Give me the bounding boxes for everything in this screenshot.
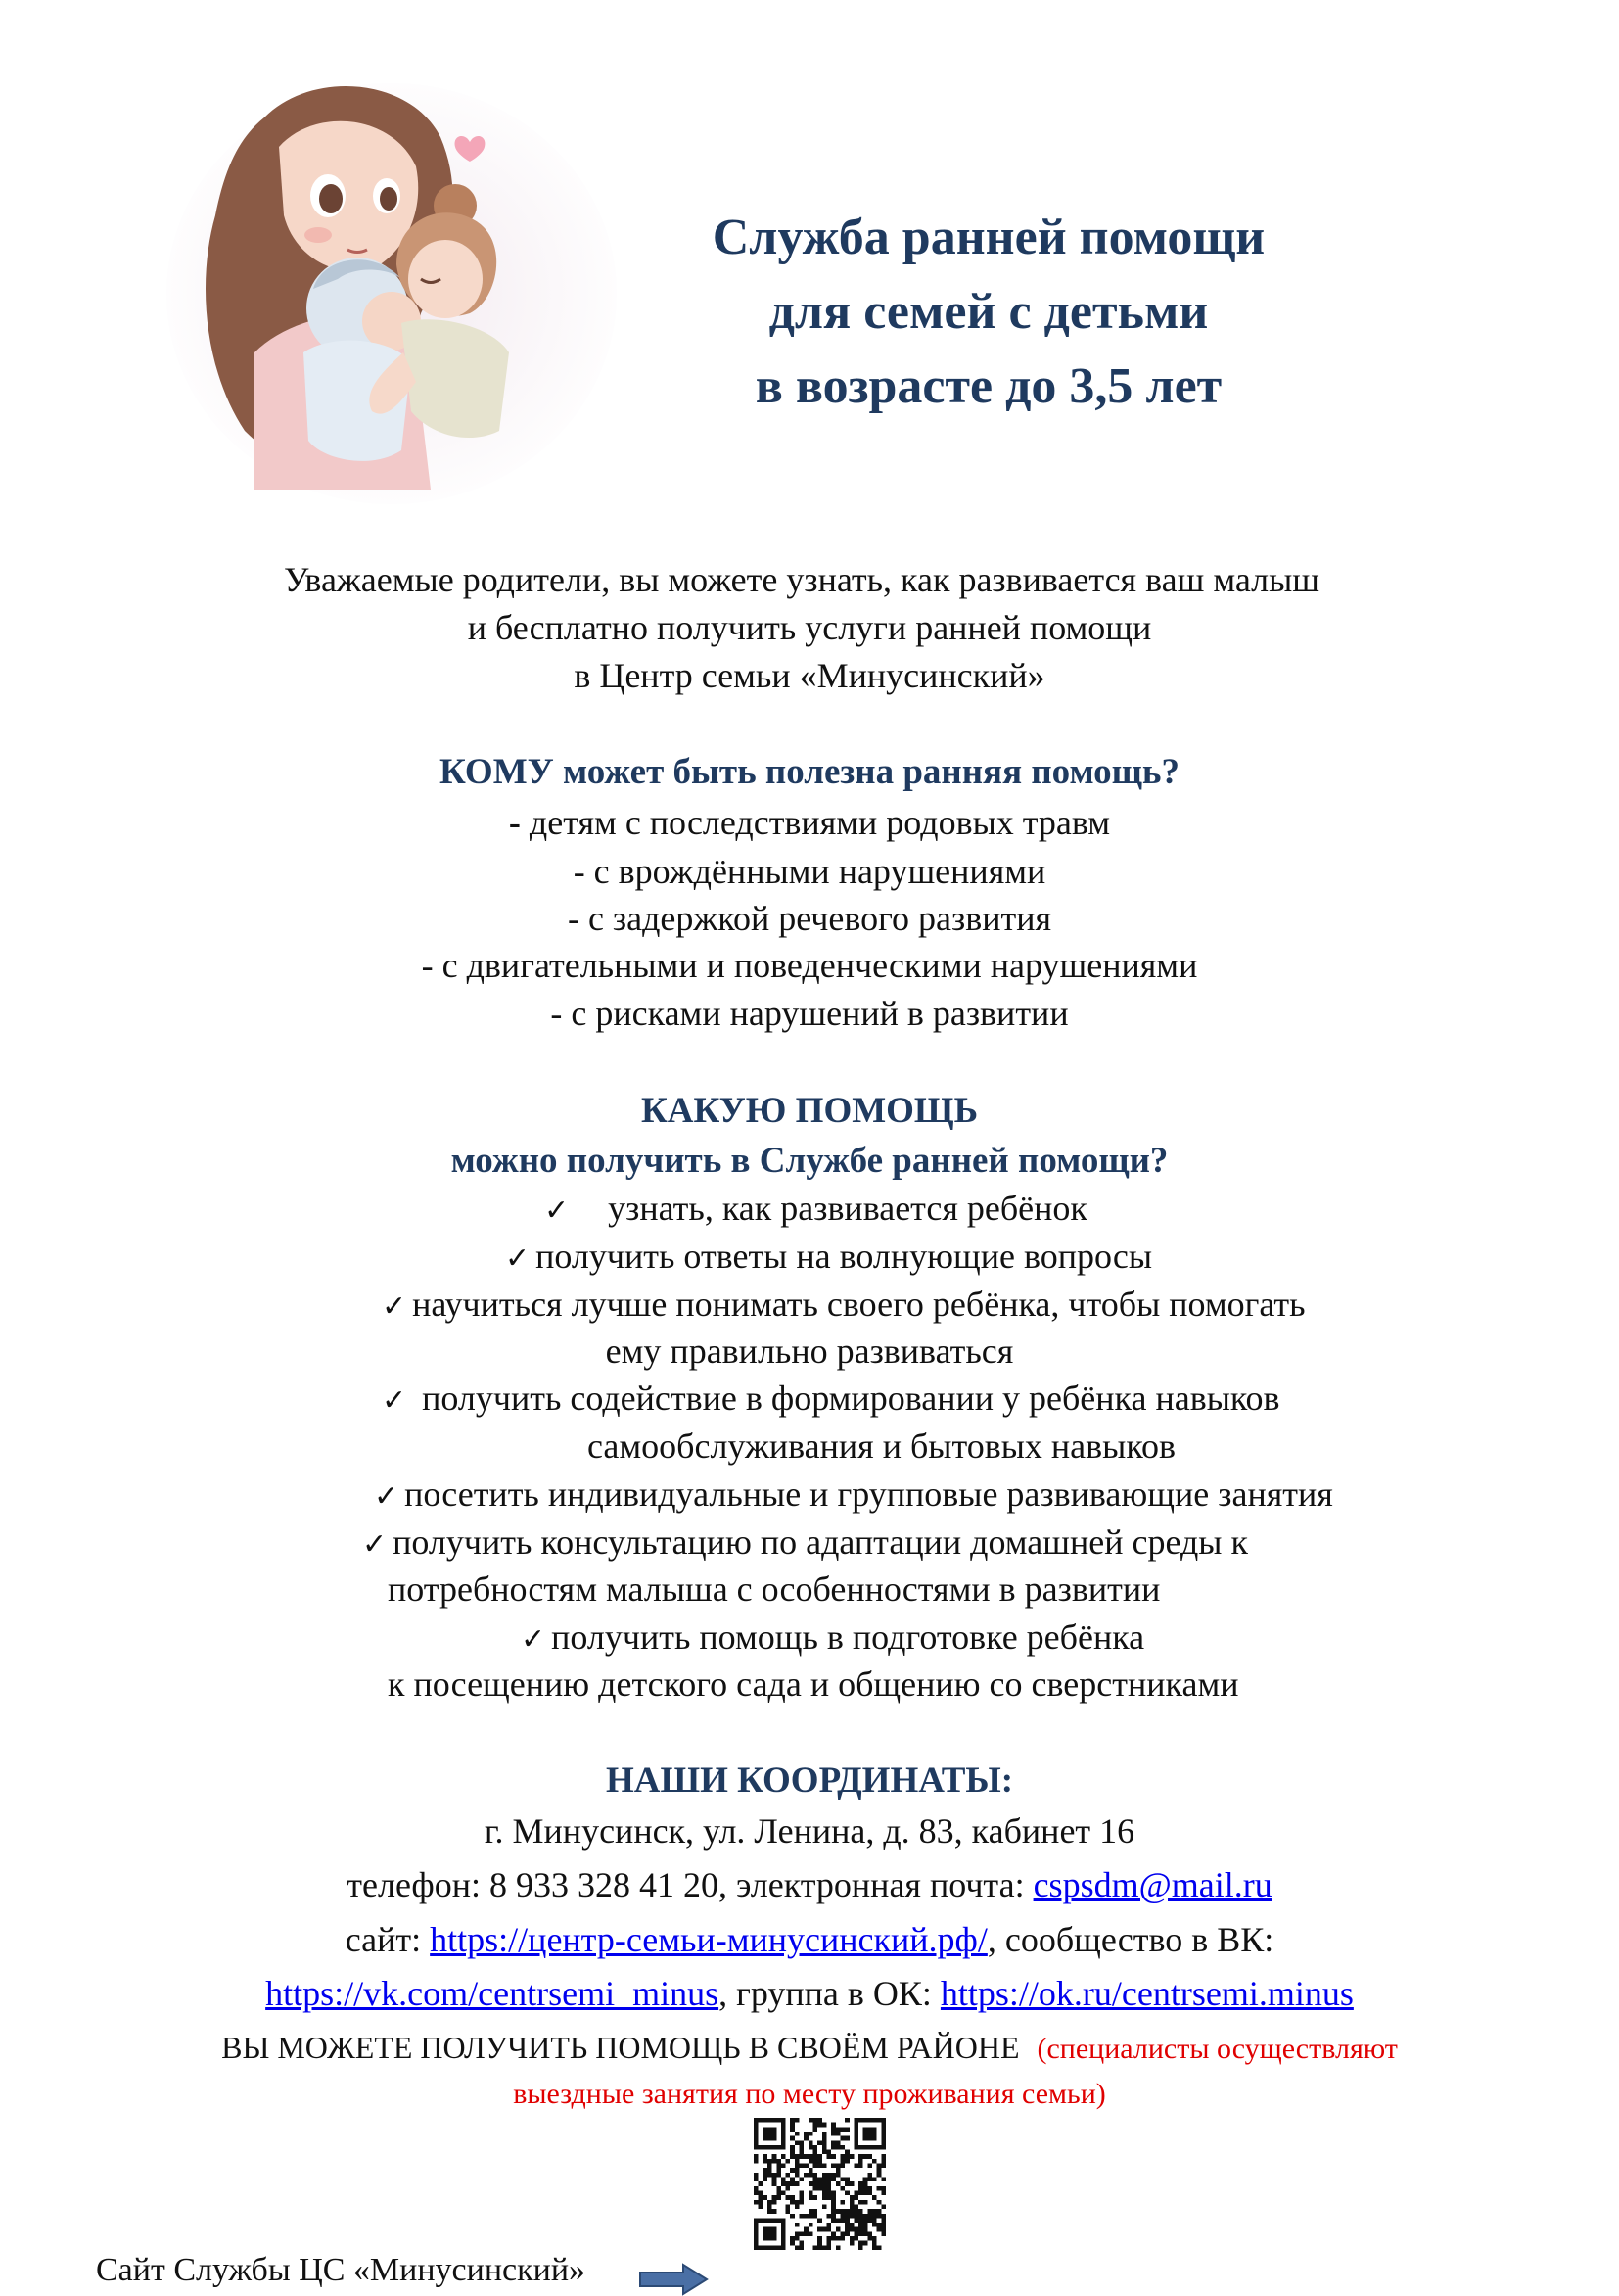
contacts-phone-email (0, 1861, 1619, 1908)
mother-with-children-illustration (147, 59, 617, 509)
help-item (505, 1233, 1152, 1283)
help-item-continuation: потребностям малыша с особенностями в развитии (388, 1570, 1161, 1609)
title-line: для семей с детьми (768, 284, 1209, 340)
who-item: - с врождёнными нарушениями (573, 852, 1046, 891)
contacts-heading: НАШИ КООРДИНАТЫ: (605, 1760, 1014, 1801)
who-item: - с задержкой речевого развития (567, 899, 1052, 938)
help-item-continuation: к посещению детского сада и общению со сверстниками (388, 1664, 1239, 1704)
site-label: сайт: (345, 1920, 431, 1959)
help-item (544, 1185, 1087, 1235)
phone-text: телефон: 8 933 328 41 20, электронная почта: (347, 1865, 1034, 1904)
region-note-text: ВЫ МОЖЕТЕ ПОЛУЧИТЬ ПОМОЩЬ В СВОЁМ РАЙОНЕ (221, 2030, 1020, 2065)
check-icon: ✓ (544, 1194, 570, 1228)
region-red-note: (специалисты осуществляют (1037, 2033, 1398, 2065)
footer-site-label: Сайт Службы ЦС «Минусинский» (96, 2252, 586, 2288)
title-line: Служба ранней помощи (712, 210, 1266, 265)
intro-line: Уважаемые родители, вы можете узнать, как развивается ваш малыш (284, 560, 1320, 599)
vk-link[interactable]: https://vk.com/centrsemi_minus (265, 1974, 719, 2013)
check-icon: ✓ (374, 1479, 399, 1514)
check-icon: ✓ (362, 1527, 388, 1562)
help-item-continuation: ему правильно развиваться (605, 1332, 1014, 1371)
region-red-note-line2: выездные занятия по месту проживания семьи) (513, 2078, 1106, 2110)
help-item-text: получить помощь в подготовке ребёнка (551, 1617, 1145, 1657)
who-item-text: детям с последствиями родовых травм (529, 803, 1111, 842)
dash-mark: - (508, 803, 530, 842)
check-icon: ✓ (521, 1622, 546, 1657)
who-item (0, 799, 1619, 846)
help-item (382, 1375, 1280, 1425)
who-heading: КОМУ может быть полезна ранняя помощь? (439, 752, 1180, 792)
contacts-site (0, 1916, 1619, 1963)
help-item (382, 1281, 1306, 1331)
page-title (587, 201, 1390, 424)
contacts-social (0, 1970, 1619, 2017)
help-item-text: научиться лучше понимать своего ребёнка, чтобы помогать (412, 1285, 1306, 1324)
help-heading: КАКУЮ ПОМОЩЬ (640, 1091, 979, 1131)
arrow-right-icon (638, 2263, 709, 2296)
ok-label: , группа в ОК: (718, 1974, 941, 2013)
qr-code (754, 2118, 886, 2250)
intro-line: в Центр семьи «Минусинский» (574, 656, 1045, 695)
check-icon: ✓ (505, 1242, 531, 1276)
region-note (0, 2023, 1619, 2073)
help-item-continuation: самообслуживания и бытовых навыков (587, 1427, 1176, 1466)
help-item-text: узнать, как развивается ребёнок (608, 1189, 1087, 1228)
ok-link[interactable]: https://ok.ru/centrsemi.minus (940, 1974, 1354, 2013)
site-link[interactable]: https://центр-семьи-минусинский.рф/ (430, 1920, 988, 1959)
check-icon: ✓ (382, 1289, 407, 1324)
contacts-address: г. Минусинск, ул. Ленина, д. 83, кабинет 16 (484, 1811, 1135, 1851)
title-line: в возрасте до 3,5 лет (755, 358, 1223, 414)
check-icon: ✓ (382, 1383, 407, 1418)
email-link[interactable]: cspsdm@mail.ru (1033, 1865, 1272, 1904)
help-item-text: посетить индивидуальные и групповые развивающие занятия (404, 1475, 1333, 1514)
help-item-text: получить консультацию по адаптации домашней среды к (393, 1523, 1248, 1562)
help-subheading: можно получить в Службе ранней помощи? (450, 1141, 1169, 1181)
help-item-text: получить ответы на волнующие вопросы (535, 1237, 1153, 1276)
vk-label: , сообщество в ВК: (987, 1920, 1274, 1959)
help-item (374, 1471, 1333, 1521)
help-item (521, 1614, 1144, 1663)
who-item: - с двигательными и поведенческими нарушениями (421, 946, 1198, 985)
help-item (362, 1519, 1248, 1569)
help-item-text: получить содействие в формировании у ребёнка навыков (422, 1379, 1280, 1418)
who-item: - с рисками нарушений в развитии (550, 994, 1069, 1033)
intro-line: и бесплатно получить услуги ранней помощи (467, 608, 1152, 647)
